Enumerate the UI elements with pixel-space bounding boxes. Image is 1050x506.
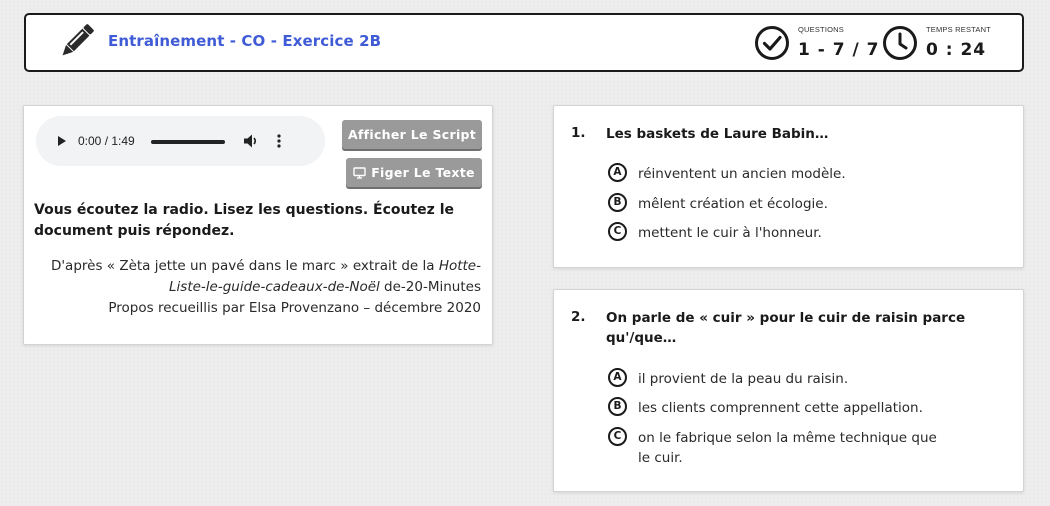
audio-progress-slider[interactable] (151, 140, 225, 144)
clock-icon (882, 25, 918, 61)
question-text: On parle de « cuir » pour le cuir de raisin parce qu'/que… (606, 310, 966, 346)
freeze-text-button[interactable] (346, 158, 482, 187)
option-text: on le fabrique selon la même technique que le cuir. (638, 430, 937, 466)
question-number: 2. (571, 309, 586, 325)
time-remaining: 0 : 24 (926, 40, 987, 60)
source-citation (41, 256, 481, 319)
freeze-text-label: Figer Le Texte (371, 165, 475, 180)
option-letter: A (608, 163, 627, 182)
question-card (553, 105, 1024, 268)
option-letter: A (608, 368, 627, 387)
volume-icon[interactable] (243, 133, 259, 149)
check-circle-icon (754, 25, 790, 61)
show-script-label: Afficher Le Script (347, 127, 477, 142)
option-text: réinventent un ancien modèle. (638, 166, 846, 182)
audio-player[interactable] (36, 116, 325, 166)
source-title: Hotte-Liste-le-guide-cadeaux-de-Noël (169, 258, 481, 295)
option-text: il provient de la peau du raisin. (638, 371, 849, 387)
instruction-text: Vous écoutez la radio. Lisez les questions. Écoutez le document puis répondez. (34, 202, 454, 239)
pencil-icon (56, 22, 96, 62)
option-text: les clients comprennent cette appellation. (638, 400, 923, 416)
option-letter: B (608, 397, 627, 416)
exercise-header (24, 13, 1024, 72)
question-card (553, 289, 1024, 492)
source-text-part2: de-20-Minutes (379, 279, 481, 295)
question-text: Les baskets de Laure Babin… (606, 126, 829, 142)
play-icon[interactable] (58, 136, 66, 146)
option-text: mettent le cuir à l'honneur. (638, 225, 822, 241)
show-script-button[interactable] (342, 120, 482, 149)
option-letter: C (608, 222, 627, 241)
source-credit: Propos recueillis par Elsa Provenzano – décembre 2020 (108, 300, 481, 316)
option-text: mêlent création et écologie. (638, 196, 828, 212)
questions-label: QUESTIONS (798, 25, 844, 34)
source-text-part1: D'après « Zèta jette un pavé dans le marc » extrait de la (50, 258, 439, 274)
exercise-title: Entraînement - CO - Exercice 2B (108, 32, 382, 50)
audio-time: 0:00 / 1:49 (78, 134, 135, 148)
more-options-icon[interactable] (276, 133, 282, 149)
monitor-icon (353, 167, 366, 179)
time-label: TEMPS RESTANT (926, 25, 991, 34)
document-card (23, 105, 493, 345)
question-number: 1. (571, 125, 586, 141)
questions-count: 1 - 7 / 7 (798, 40, 880, 60)
option-letter: B (608, 193, 627, 212)
option-letter: C (608, 427, 627, 446)
